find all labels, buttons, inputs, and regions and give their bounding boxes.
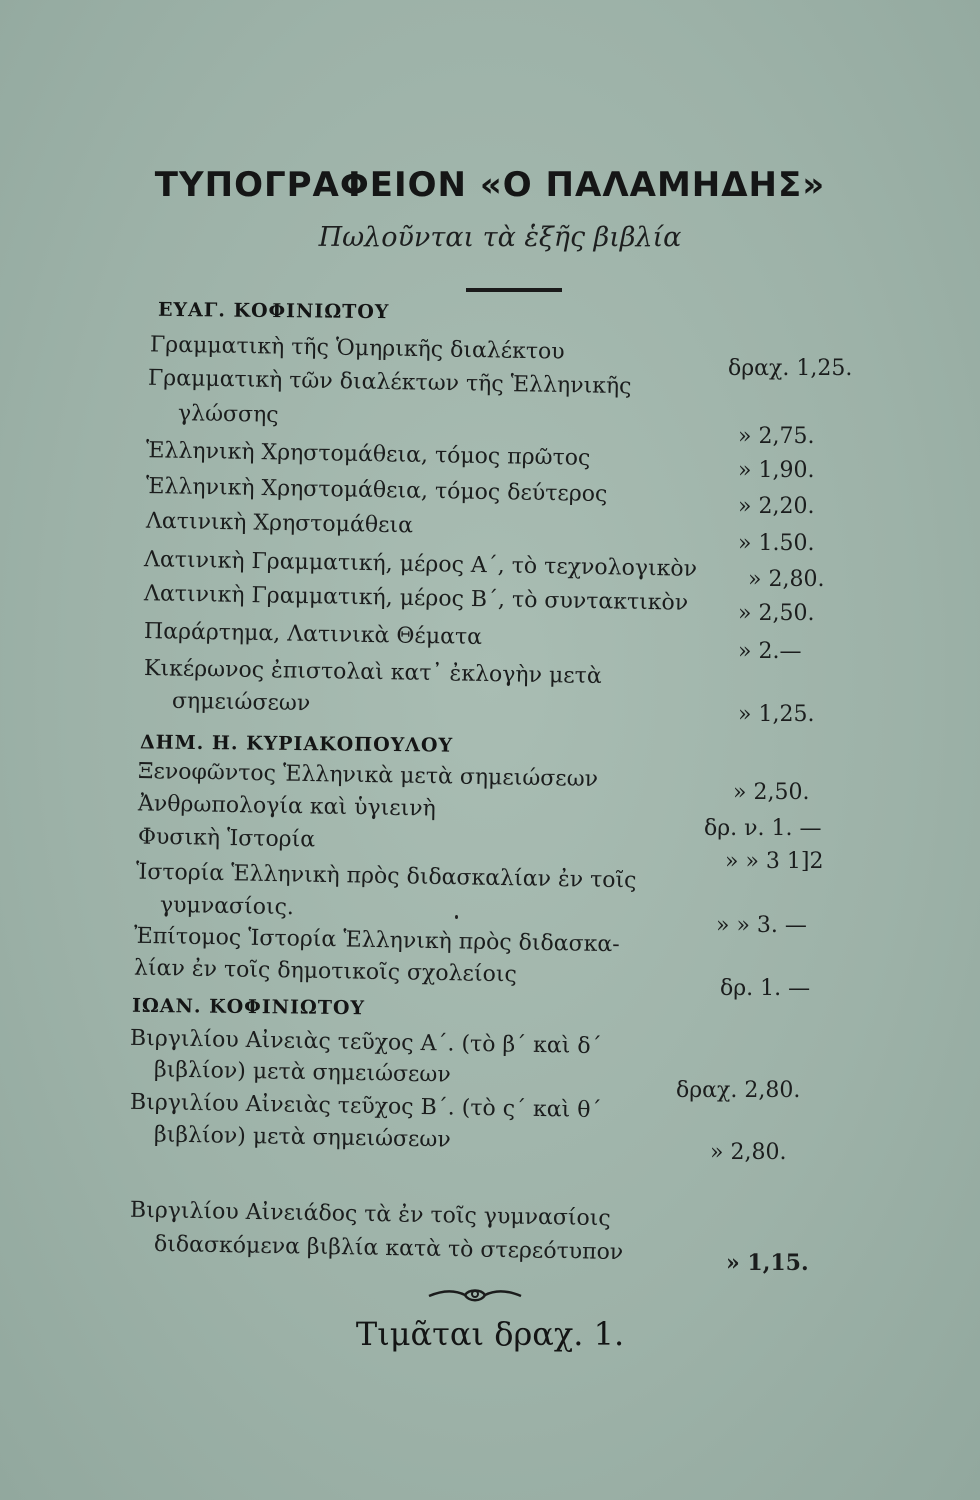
book-line: Βιργιλίου Αἰνειὰς τεῦχος Α΄. (τὸ β΄ καὶ δ΄	[129, 1025, 602, 1060]
book-line: Φυσικὴ Ἱστορία	[137, 824, 316, 853]
book-price: » 1.50.	[738, 531, 815, 556]
book-price: » 2,50.	[738, 601, 815, 626]
page-subtitle: Πωλοῦνται τὰ ἑξῆς βιβλία	[318, 222, 682, 253]
book-price: » 1,15.	[726, 1250, 809, 1276]
book-line: Ξενοφῶντος Ἑλληνικὰ μετὰ σημειώσεων	[137, 758, 599, 793]
author-heading-ioan-kofiniotou: ΙΩΑΝ. ΚΟΦΙΝΙΩΤΟΥ	[131, 994, 366, 1020]
book-line: γλώσσης	[177, 401, 279, 428]
book-price: δραχ. 1,25.	[728, 356, 853, 381]
book-line: Λατινικὴ Γραμματική, μέρος Α΄, τὸ τεχνολογικὸν	[143, 547, 698, 582]
book-line: Λατινικὴ Χρηστομάθεια	[145, 508, 414, 539]
book-line: σημειώσεων	[171, 688, 311, 717]
book-line: βιβλίον) μετὰ σημειώσεων	[153, 1057, 451, 1088]
book-price: » » 3. —	[716, 913, 807, 938]
book-price: δραχ. 2,80.	[676, 1078, 801, 1103]
book-price: δρ. 1. —	[720, 976, 811, 1001]
book-line: Ἑλληνικὴ Χρηστομάθεια, τόμος πρῶτος	[145, 438, 591, 471]
book-line: Γραμματικὴ τῆς Ὁμηρικῆς διαλέκτου	[149, 332, 565, 365]
book-line: λίαν ἐν τοῖς δημοτικοῖς σχολείοις	[133, 955, 517, 988]
book-line: γυμνασίοις.	[159, 892, 295, 921]
author-heading-kyriakopoulou: ΔΗΜ. Η. ΚΥΡΙΑΚΟΠΟΥΛΟΥ	[139, 731, 454, 757]
book-price: » 2,50.	[733, 780, 810, 805]
title-rule	[466, 288, 562, 292]
book-line: Βιργιλίου Αἰνειὰς τεῦχος Β΄. (τὸ ς΄ καὶ θ΄	[129, 1089, 602, 1124]
book-line: Ἑλληνικὴ Χρηστομάθεια, τόμος δεύτερος	[145, 473, 608, 508]
price-note: Τιμᾶται δραχ. 1.	[355, 1315, 625, 1353]
book-price: » 2,75.	[738, 424, 815, 449]
book-line: Γραμματικὴ τῶν διαλέκτων τῆς Ἑλληνικῆς	[147, 365, 632, 400]
book-line: Λατινικὴ Γραμματική, μέρος Β΄, τὸ συντακτικὸν	[143, 581, 689, 616]
book-line: Ἐπίτομος Ἱστορία Ἑλληνικὴ πρὸς διδασκα-	[133, 923, 620, 958]
ink-speck	[455, 915, 458, 919]
page-title: ΤΥΠΟΓΡΑΦΕΙΟΝ «Ο ΠΑΛΑΜΗΔΗΣ»	[154, 165, 826, 205]
book-line: Παράρτημα, Λατινικὰ Θέματα	[143, 619, 483, 650]
book-price: » 2,20.	[738, 494, 815, 519]
book-price: δρ. ν. 1. —	[704, 816, 822, 841]
book-price: » 2.—	[738, 639, 802, 664]
book-line: Ἱστορία Ἑλληνικὴ πρὸς διδασκαλίαν ἐν τοῖς	[135, 859, 637, 894]
ornament-flourish-icon	[425, 1280, 525, 1310]
book-line: Βιργιλίου Αἰνειάδος τὰ ἐν τοῖς γυμνασίοις	[129, 1197, 611, 1232]
book-price: » 2,80.	[710, 1140, 787, 1165]
book-price: » 2,80.	[748, 567, 825, 592]
book-line: Ἀνθρωπολογία καὶ ὑγιεινὴ	[137, 791, 437, 822]
book-price: » 1,25.	[738, 702, 815, 727]
book-price: » 1,90.	[738, 458, 815, 483]
book-line: βιβλίον) μετὰ σημειώσεων	[153, 1122, 451, 1153]
book-price: » » 3 1]2	[725, 849, 824, 874]
author-heading-kofiniotou: ΕΥΑΓ. ΚΟΦΙΝΙΩΤΟΥ	[157, 298, 390, 324]
book-line: διδασκόμενα βιβλία κατὰ τὸ στερεότυπον	[153, 1231, 624, 1266]
book-line: Κικέρωνος ἐπιστολαὶ κατ᾽ ἐκλογὴν μετὰ	[143, 656, 602, 689]
